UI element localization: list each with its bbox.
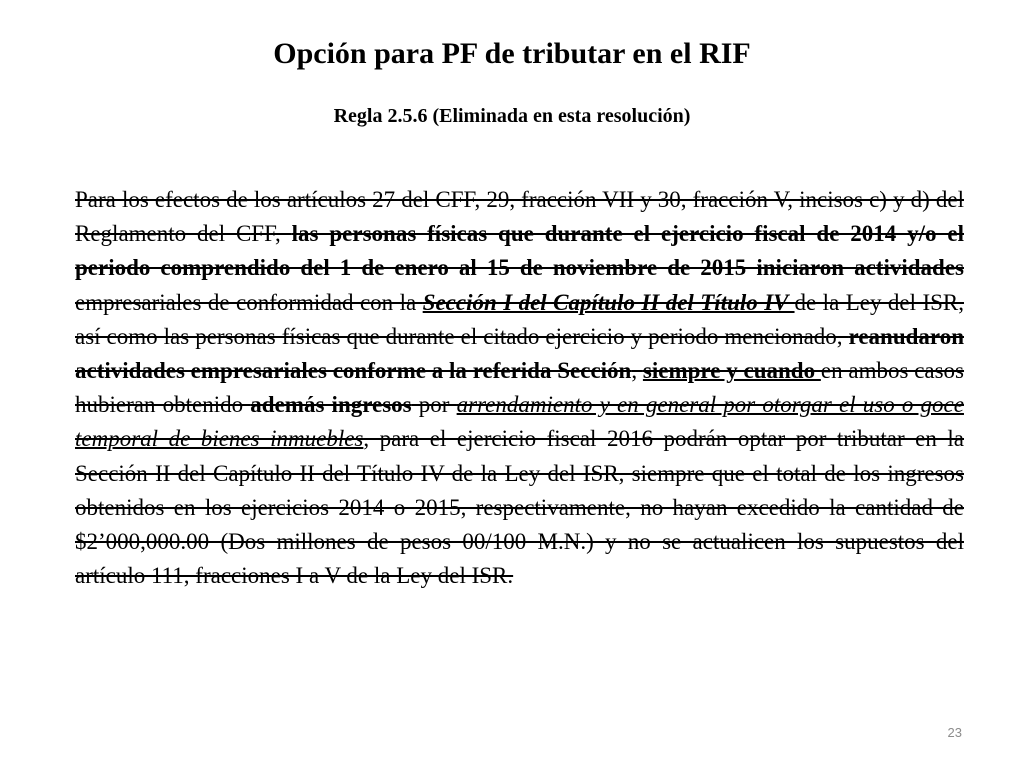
text-segment: por	[411, 392, 457, 418]
bold-segment: reanudaron actividades empresariales conforme a la referida Sección	[75, 323, 964, 384]
slide-subtitle: Regla 2.5.6 (Eliminada en esta resolución)	[333, 105, 691, 127]
slide-title: Opción para PF de tributar en el RIF	[273, 37, 751, 70]
text-segment: ,	[631, 358, 643, 384]
bold-italic-underlined-segment: Sección I del Capítulo II del Título IV	[422, 289, 795, 315]
bold-underlined-segment: siempre y cuando	[642, 358, 821, 384]
bold-segment: las personas físicas que durante el ejercicio fiscal de 2014 y/o el periodo comprendido del 1 de enero al 15 de noviembre de 2015 iniciaron actividades	[75, 221, 964, 281]
text-segment: Para los efectos de los artículos 27 del CFF, 29, fracción VII y 30, fracción V, incisos c) y d) del Reglamento del CFF,	[75, 187, 964, 247]
bold-segment: además ingresos	[250, 392, 412, 418]
body-paragraph	[75, 183, 964, 593]
page-number: 23	[947, 725, 962, 740]
text-segment: , para el ejercicio fiscal 2016 podrán optar por tributar en la Sección II del Capítulo II del Título IV de la Ley del ISR, siempre que el total de los ingresos obtenidos en los ejercicios 2014 o 2015, respectivamente, no hayan excedido la cantidad de $2’000,000.00 (Dos millones de pesos 00/100 M.N.) y no se actualicen los supuestos del artículo 111, fracciones I a V de la Ley del ISR.	[75, 426, 964, 589]
text-segment: empresariales de conformidad con la	[75, 289, 423, 315]
italic-underlined-segment: arrendamiento y en general por otorgar el uso o goce temporal de bienes inmuebles	[75, 392, 964, 452]
text-segment: de la Ley del ISR, así como las personas físicas que durante el citado ejercicio y periodo mencionado,	[75, 289, 964, 349]
text-segment: en ambos casos hubieran obtenido	[75, 358, 965, 418]
